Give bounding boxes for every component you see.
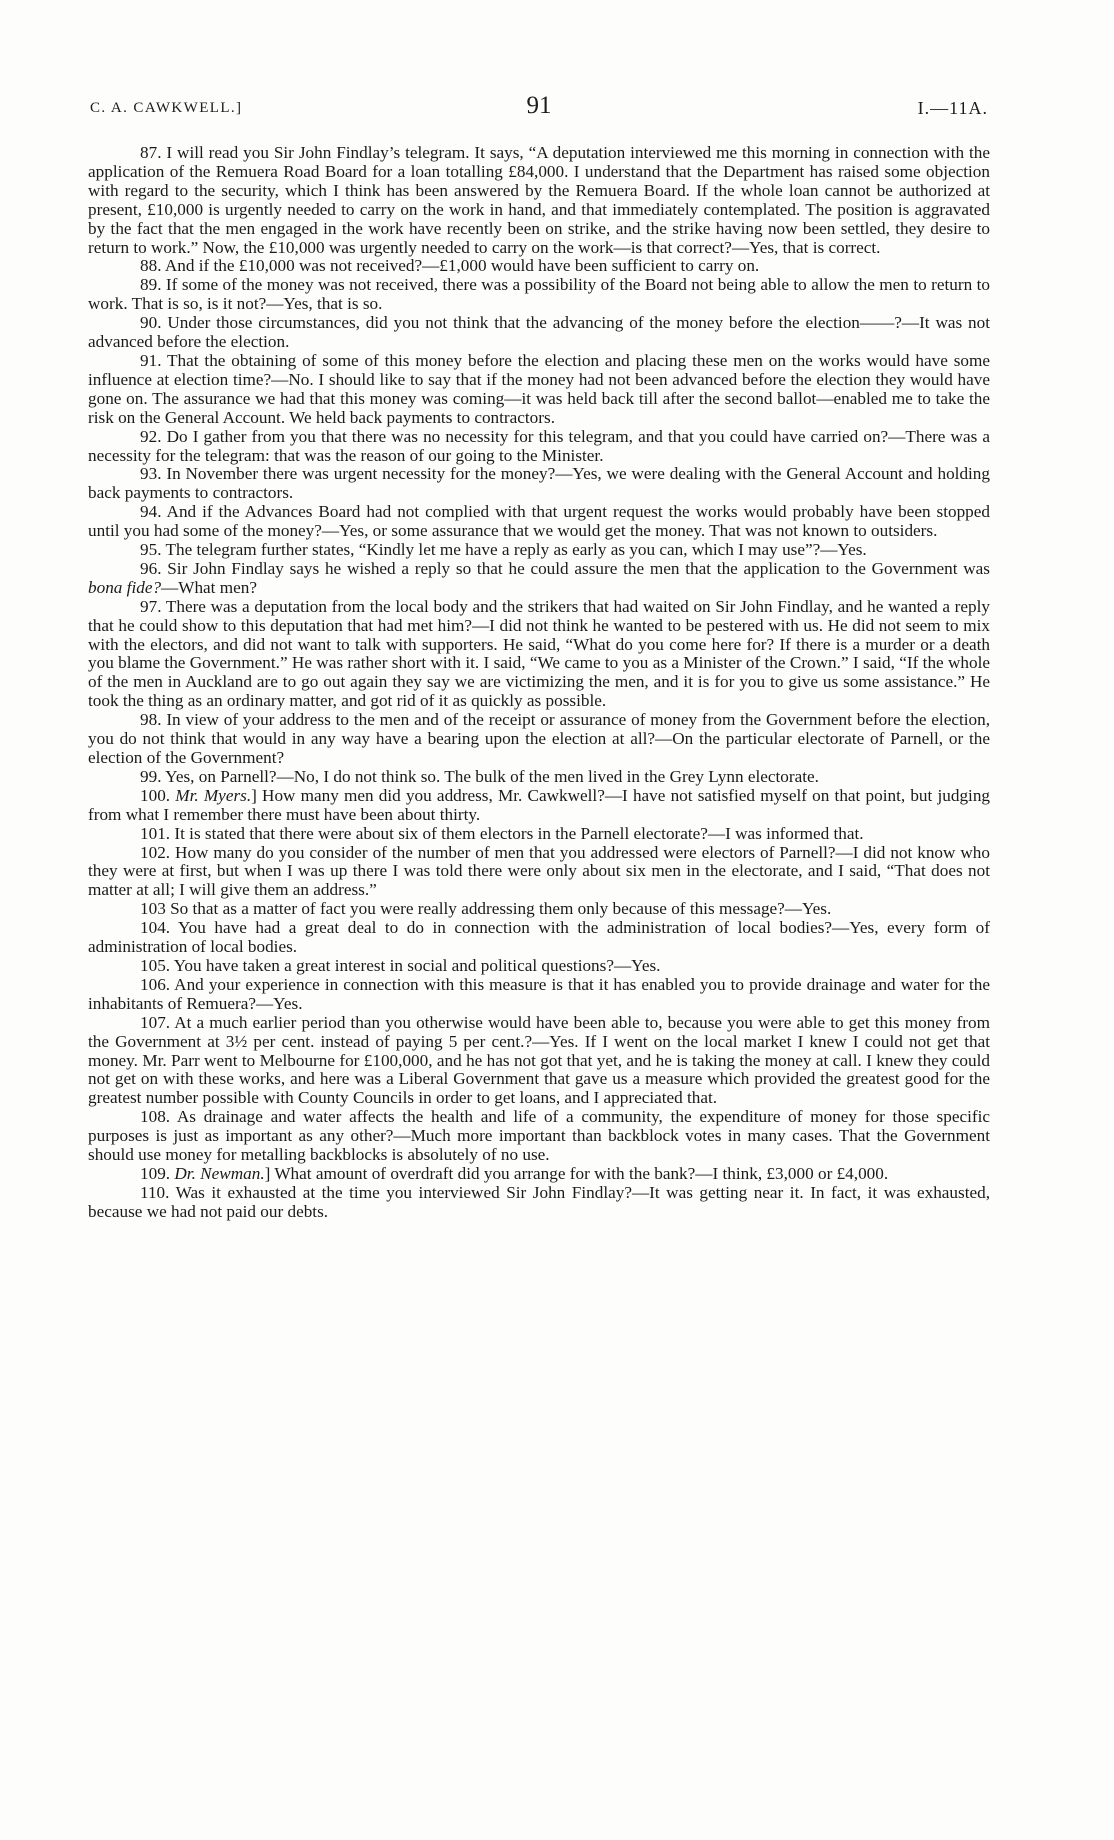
speaker-name: Dr. Newman.	[174, 1163, 265, 1183]
question-94: 94. And if the Advances Board had not complied with that urgent request the works would probably have been stopped until you had some of the money?—Yes, or some assurance that we would get the money. That was not known to outsiders.	[88, 502, 990, 541]
question-107: 107. At a much earlier period than you otherwise would have been able to, because you were able to get this money from the Government at 3½ per cent. instead of paying 5 per cent.?—Yes. If I went on the local market I knew I could not get that money. Mr. Parr went to Melbourne for £100,000, and he has not got that yet, and he is taking the money at call. I knew they could not get on with these works, and here was a Liberal Government that gave us a measure which provided the greatest good for the greatest number possible with County Councils in order to get loans, and I appreciated that.	[88, 1012, 990, 1108]
question-106: 106. And your experience in connection with this measure is that it has enabled you to provide drainage and water for the inhabitants of Remuera?—Yes.	[88, 974, 990, 1013]
header-witness-name: C. A. CAWKWELL.]	[90, 100, 243, 116]
question-98: 98. In view of your address to the men and of the receipt or assurance of money from the Government before the election, you do not think that would in any way have a bearing upon the election at all?—On the particular electorate of Parnell, or the election of the Government?	[88, 710, 990, 767]
question-99: 99. Yes, on Parnell?—No, I do not think so. The bulk of the men lived in the Grey Lynn electorate.	[140, 766, 819, 786]
question-104: 104. You have had a great deal to do in connection with the administration of local bodies?—Yes, every form of administration of local bodies.	[88, 918, 990, 957]
question-96: 96. Sir John Findlay says he wished a reply so that he could assure the men that the application to the Government was bona fide?—What men?	[88, 558, 990, 597]
question-95: 95. The telegram further states, “Kindly let me have a reply as early as you can, which I may use”?—Yes.	[140, 540, 867, 560]
page-number: 91	[526, 92, 552, 119]
question-92: 92. Do I gather from you that there was no necessity for this telegram, and that you could have carried on?—There was a necessity for the telegram: that was the reason of our going to the Minister.	[88, 426, 990, 465]
question-110: 110. Was it exhausted at the time you interviewed Sir John Findlay?—It was getting near it. In fact, it was exhausted, because we had not paid our debts.	[88, 1182, 990, 1221]
question-93: 93. In November there was urgent necessity for the money?—Yes, we were dealing with the General Account and holding back payments to contractors.	[88, 464, 990, 503]
question-88: 88. And if the £10,000 was not received?—£1,000 would have been sufficient to carry on.	[140, 256, 760, 276]
speaker-name: Mr. Myers.	[175, 785, 252, 805]
question-97: 97. There was a deputation from the local body and the strikers that had waited on Sir John Findlay, and he wanted a reply that he could show to this deputation that had met him?—I did not think he wanted to be pestered with us. He did not seem to mix with the electors, and did not want to talk with supporters. He said, “What do you come here for? If there is a murder or a death you blame the Government.” He was rather short with it. I said, “We came to you as a Minister of the Crown.” I said, “If the whole of the men in Auckland are to go out again they say we are victimizing the men, and it is for you to give us some assistance.” He took the thing as an ordinary matter, and got rid of it as quickly as possible.	[88, 596, 990, 711]
question-103: 103 So that as a matter of fact you were really addressing them only because of this message?—Yes.	[140, 899, 832, 919]
testimony-body	[88, 144, 990, 1222]
italic-bona-fide: bona fide?	[88, 577, 162, 597]
question-105: 105. You have taken a great interest in social and political questions?—Yes.	[140, 955, 661, 975]
question-87: 87. I will read you Sir John Findlay’s telegram. It says, “A deputation interviewed me this morning in connection with the application of the Remuera Road Board for a loan totalling £84,000. I understand that the Department has raised some objection with regard to the security, which I think has been answered by the Remuera Board. If the whole loan cannot be authorized at present, £10,000 is urgently needed to carry on the work in hand, and that immediately contemplated. The position is aggravated by the fact that the men engaged in the work have recently been on strike, and the strike having now been settled, they desire to return to work.” Now, the £10,000 was urgently needed to carry on the work—is that correct?—Yes, that is correct.	[88, 143, 990, 257]
question-90: 90. Under those circumstances, did you not think that the advancing of the money before the election——?—It was not advanced before the election.	[88, 313, 990, 352]
page-header	[90, 92, 988, 122]
question-101: 101. It is stated that there were about six of them electors in the Parnell electorate?—I was informed that.	[140, 823, 864, 843]
question-102: 102. How many do you consider of the number of men that you addressed were electors of Parnell?—I did not know who they were at first, but when I was up there I was told there were only about six men in the electorate, and I said, “That does not matter at all; I will give them an address.”	[88, 842, 990, 900]
question-91: 91. That the obtaining of some of this money before the election and placing these men on the works would have some influence at election time?—No. I should like to say that if the money had not been advanced before the election they would have gone on. The assurance we had that this money was coming—it was held back till after the second ballot—enabled me to take the risk on the General Account. We held back payments to contractors.	[88, 350, 990, 427]
question-108: 108. As drainage and water affects the health and life of a community, the expenditure of money for those specific purposes is just as important as any other?—Much more important than backblock votes in many cases. That the Government should use money for metalling backblocks is absolutely of no use.	[88, 1107, 990, 1165]
question-109: 109. Dr. Newman.] What amount of overdraft did you arrange for with the bank?—I think, £3,000 or £4,000.	[140, 1163, 889, 1183]
question-100: 100. Mr. Myers.] How many men did you address, Mr. Cawkwell?—I have not satisfied myself on that point, but judging from what I remember there must have been about thirty.	[88, 785, 991, 824]
header-document-reference: I.—11A.	[917, 98, 988, 118]
question-89: 89. If some of the money was not received, there was a possibility of the Board not being able to allow the men to return to work. That is so, is it not?—Yes, that is so.	[88, 275, 990, 314]
